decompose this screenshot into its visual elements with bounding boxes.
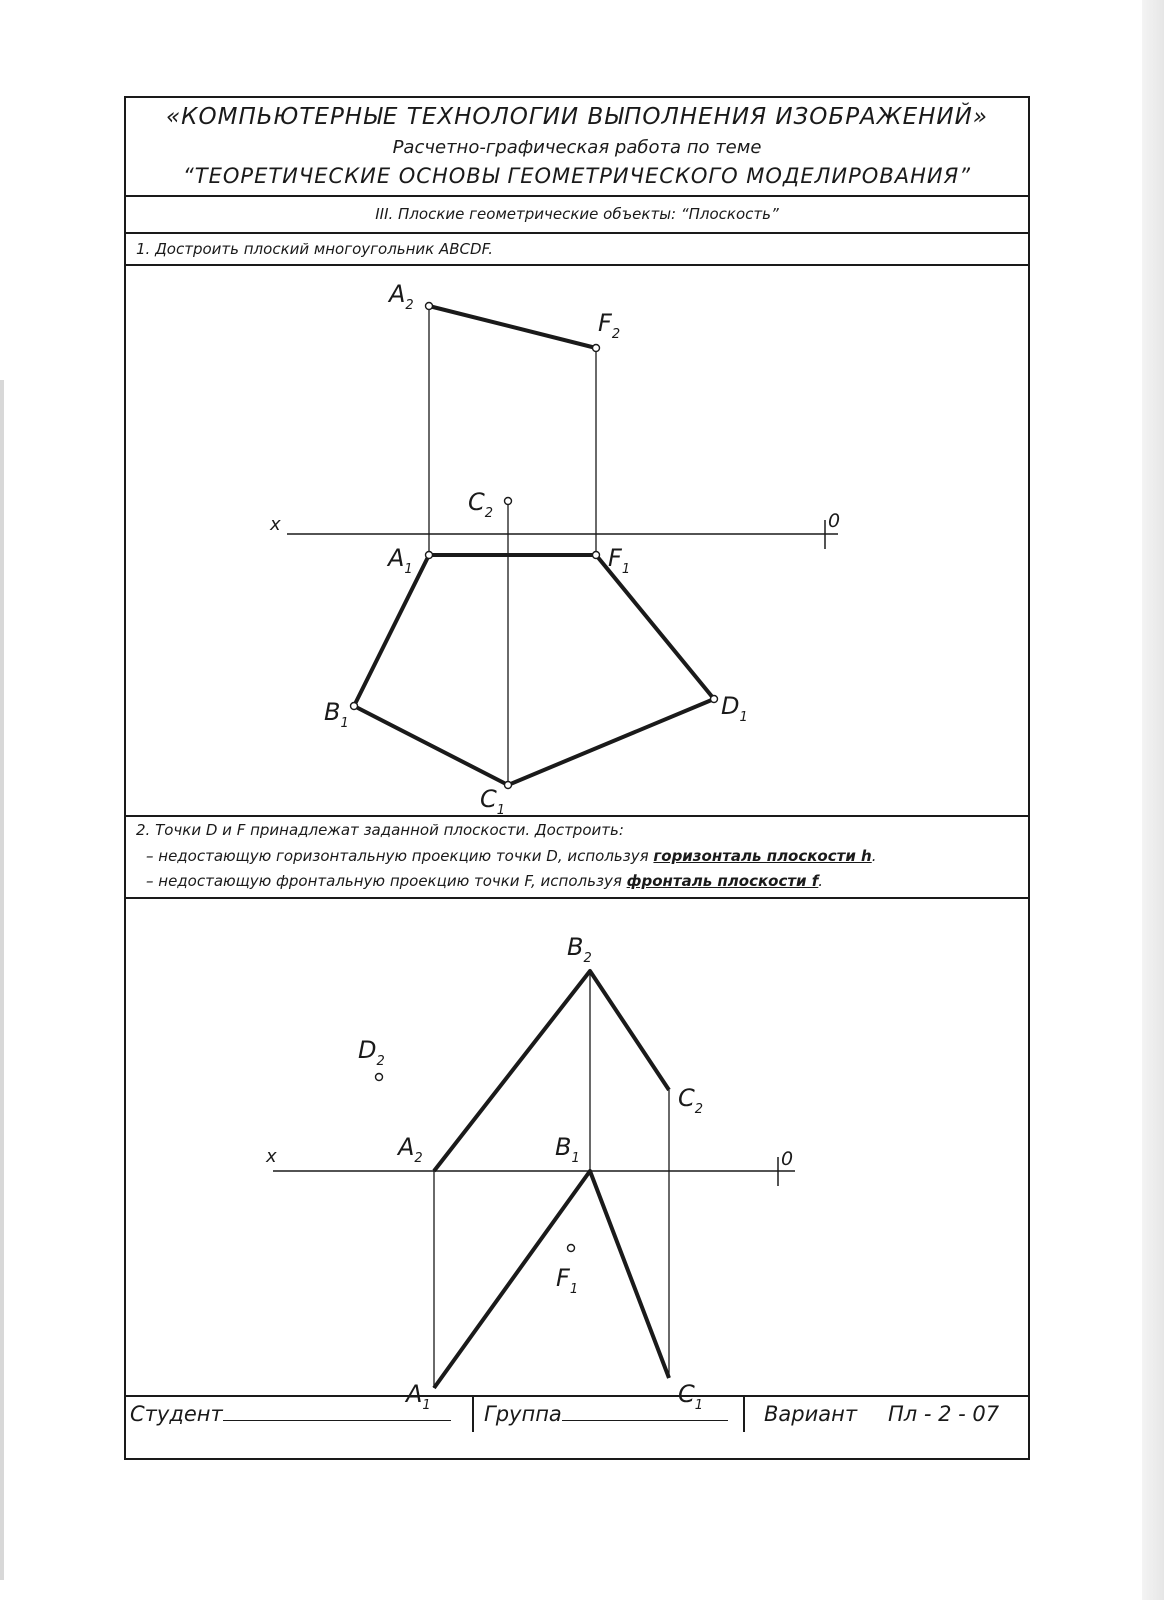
task1-statement: 1. Достроить плоский многоугольник ABCDF. [126, 234, 1028, 266]
label-c2-task2-letter: C [678, 1084, 695, 1112]
label-f2-letter: F [598, 309, 612, 337]
point-a2 [426, 303, 433, 310]
label-c1-sub: 1 [496, 803, 506, 818]
drawing1-horizontal-projection [354, 555, 714, 785]
section-title: III. Плоские геометрические объекты: “Плоскость” [126, 197, 1028, 234]
label-a2-task2-sub: 2 [414, 1151, 423, 1166]
label-f1-task2 [556, 1264, 578, 1297]
label-a2 [387, 280, 414, 313]
label-f2-sub: 2 [611, 327, 621, 342]
bullet2-suffix: . [818, 872, 824, 890]
drawing1-segment-a2f2 [429, 306, 596, 348]
label-a2-task2 [396, 1133, 423, 1166]
label-b2-sub: 2 [583, 951, 592, 966]
drawing2-label-0: 0 [781, 1148, 794, 1170]
bullet1-prefix: – недостающую горизонтальную проекцию точки D, используя [146, 847, 654, 865]
course-title: «КОМПЬЮТЕРНЫЕ ТЕХНОЛОГИИ ВЫПОЛНЕНИЯ ИЗОБРАЖЕНИЙ» [165, 104, 988, 130]
label-f1-task2-letter: F [556, 1264, 570, 1292]
task2-text: 2. Точки D и F принадлежат заданной плоскости. Достроить: [136, 821, 624, 839]
point-f1 [593, 552, 600, 559]
point-d2 [376, 1074, 383, 1081]
point-c2 [505, 498, 512, 505]
label-b1-letter: B [324, 698, 341, 726]
bullet2-prefix: – недостающую фронтальную проекцию точки F, используя [146, 872, 627, 890]
label-a1-sub: 1 [404, 562, 413, 577]
variant-label: Вариант [764, 1402, 858, 1426]
label-a1-task2-sub: 1 [422, 1398, 431, 1413]
bullet2-emphasis: фронталь плоскости f [626, 872, 819, 890]
label-a1-task2-letter: A [406, 1380, 423, 1408]
label-a1-task2 [404, 1380, 431, 1413]
label-d2-sub: 2 [376, 1054, 385, 1069]
drawing2-epure [273, 971, 795, 1388]
label-c1 [480, 785, 505, 818]
label-d2-letter: D [358, 1036, 377, 1064]
label-b2-letter: B [567, 933, 584, 961]
label-b1-task2-sub: 1 [571, 1151, 580, 1166]
drawing2-label-x: x [266, 1146, 277, 1167]
group-label: Группа [484, 1402, 562, 1426]
variant-value: Пл - 2 - 07 [888, 1402, 1000, 1426]
label-b1 [324, 698, 349, 731]
label-a1 [386, 544, 413, 577]
point-f1-task2 [568, 1245, 575, 1252]
label-c1-letter: C [480, 785, 497, 813]
label-c2-task2-sub: 2 [694, 1102, 704, 1117]
label-f1-sub: 1 [621, 562, 631, 577]
label-a2-letter: A [389, 280, 406, 308]
label-a1-letter: A [388, 544, 405, 572]
label-f1-task2-sub: 1 [569, 1282, 579, 1297]
drawing1-labels [269, 280, 840, 818]
bullet1-emphasis: горизонталь плоскости h [653, 847, 872, 865]
point-b1 [351, 703, 358, 710]
drawing1-label-x: x [270, 514, 281, 535]
label-f2 [598, 309, 620, 342]
label-c2-sub: 2 [484, 506, 494, 521]
topic-title: “ТЕОРЕТИЧЕСКИЕ ОСНОВЫ ГЕОМЕТРИЧЕСКОГО МОДЕЛИРОВАНИЯ” [182, 164, 972, 188]
label-d2 [358, 1036, 385, 1069]
label-a2-sub: 2 [405, 298, 414, 313]
label-b1-task2 [555, 1133, 580, 1166]
label-d1-sub: 1 [739, 710, 748, 725]
point-d1 [711, 696, 718, 703]
label-b2 [567, 933, 592, 966]
label-c1-task2-sub: 1 [694, 1398, 704, 1413]
label-d1-letter: D [721, 692, 740, 720]
label-b1-task2-letter: B [555, 1133, 572, 1161]
label-b1-sub: 1 [340, 716, 349, 731]
drawing2-frontal-projection [434, 971, 669, 1171]
drawing1-epure [287, 303, 841, 789]
label-a2-task2-letter: A [398, 1133, 415, 1161]
drawing2-labels [265, 933, 793, 1413]
point-f2 [593, 345, 600, 352]
student-label: Студент [130, 1402, 223, 1426]
point-a1 [426, 552, 433, 559]
label-c1-task2 [678, 1380, 703, 1413]
point-c1 [505, 782, 512, 789]
drawing1-label-0: 0 [828, 510, 841, 532]
label-d1 [721, 692, 748, 725]
label-f1-letter: F [608, 544, 622, 572]
work-subtitle: Расчетно-графическая работа по теме [392, 137, 762, 158]
label-c2 [468, 488, 493, 521]
drawing2-horizontal-projection [434, 1171, 669, 1388]
label-c1-task2-letter: C [678, 1380, 695, 1408]
bullet1-suffix: . [871, 847, 877, 865]
label-c2-task2 [678, 1084, 703, 1117]
label-c2-letter: C [468, 488, 485, 516]
